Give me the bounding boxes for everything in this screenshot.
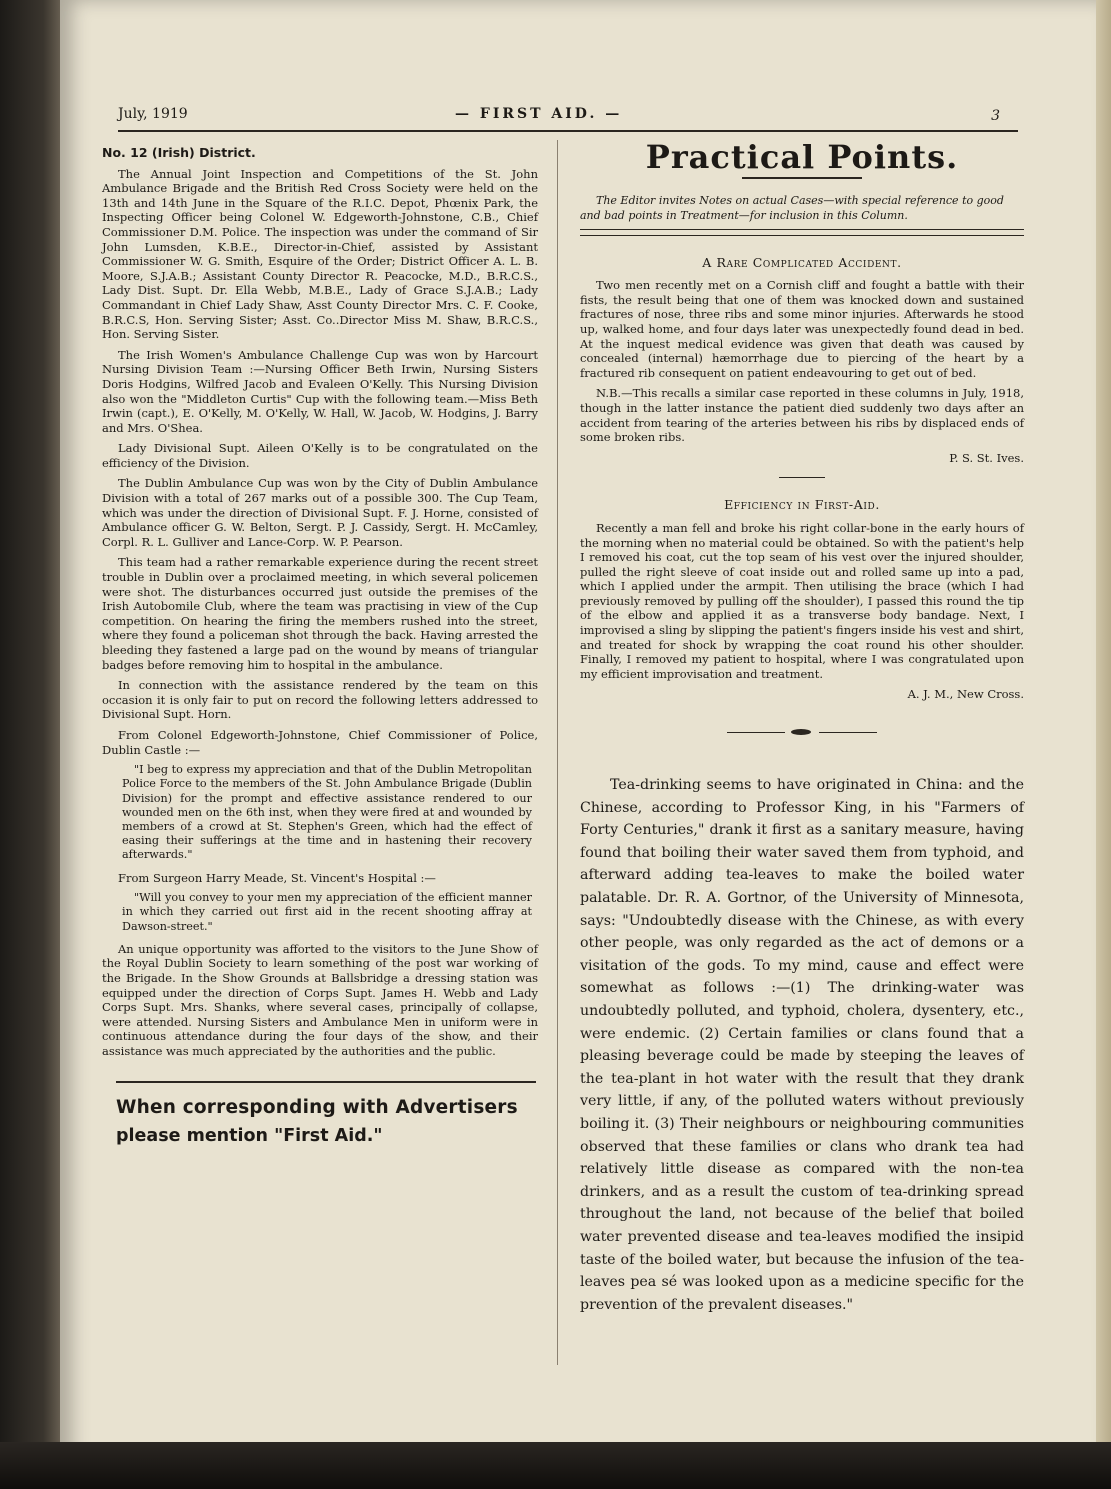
scan-bottom-border — [0, 1442, 1111, 1489]
double-rule — [580, 229, 1024, 236]
left-column — [102, 145, 538, 1147]
paragraph: This team had a rather remarkable experience during the recent street trouble in Dublin over a proclaimed meeting, in which several policemen were shot. The disturbances occurred just outside the premises of the Irish Autobomile Club, where the team was practising in view of the Cup competition. On hearing the firing the members rushed into the street, where they found a policeman shot through the back. Having arrested the bleeding they fastened a large pad on the wound by means of triangular badges before removing him to hospital in the ambulance. — [102, 555, 538, 672]
district-heading: No. 12 (Irish) District. — [102, 145, 256, 160]
practical-points-title: Practical Points. — [645, 138, 959, 176]
letter-quote — [102, 891, 538, 934]
right-column — [580, 138, 1024, 1316]
advertiser-notice-line2: please mention "First Aid." — [116, 1126, 383, 1147]
advert-rule — [116, 1081, 536, 1083]
paragraph: In connection with the assistance rendered by the team on this occasion it is only fair to put on record the following letters addressed to Divisional Supt. Horn. — [102, 678, 538, 722]
subheading-rare-accident: A Rare Complicated Accident. — [702, 254, 902, 270]
subheading-efficiency: Efficiency in First-Aid. — [724, 497, 880, 513]
title-rule — [742, 177, 862, 179]
paragraph: The Irish Women's Ambulance Challenge Cup was won by Harcourt Nursing Division Team :—Nursing Officer Beth Irwin, Nursing Sisters Doris Hodgins, Wilfred Jacob and Evaleen O'Kelly. This Nursing Division also won the "Middleton Curtis" Cup with the following team.—Miss Beth Irwin (capt.), E. O'Kelly, M. O'Kelly, W. Hall, W. Jacob, W. Hodgins, J. Barry and Mrs. O'Shea. — [102, 347, 538, 435]
column-divider — [557, 140, 558, 1365]
tea-article — [580, 774, 1024, 1316]
paragraph: N.B.—This recalls a similar case reported in these columns in July, 1918, though in the latter instance the patient died suddenly two days after an accident from tearing of the arteries between his ribs by displaced ends of some broken ribs. — [580, 386, 1024, 445]
letter-quote — [102, 763, 538, 862]
quote-text: "I beg to express my appreciation and that of the Dublin Metropolitan Police Force to the members of the St. John Ambulance Brigade (Dublin Division) for the prompt and effective assistance rendered to our wounded men on the 6th inst, when they were fired at and wounded by members of a crowd at St. Stephen's Green, which had the effect of easing their sufferings at the time and in hastening their recovery afterwards." — [122, 763, 532, 862]
paragraph: From Colonel Edgeworth-Johnstone, Chief Commissioner of Police, Dublin Castle :— — [102, 727, 538, 757]
ornament-divider — [727, 728, 877, 738]
paragraph: Two men recently met on a Cornish cliff and fought a battle with their fists, the result being that one of them was knocked down and sustained fractures of nose, three ribs and some minor injuries. Afterwards he stood up, walked home, and four days later was unexpectedly found dead in bed. At the inquest medical evidence was given that death was caused by concealed (internal) hæmorrhage due to piercing of the heart by a fractured rib consequent on patient endeavouring to get out of bed. — [580, 278, 1024, 380]
paragraph: An unique opportunity was afforted to the visitors to the June Show of the Royal Dublin Society to learn something of the post war working of the Brigade. In the Show Grounds at Ballsbridge a dressing station was equipped under the direction of Corps Supt. James H. Webb and Lady Corps Supt. Mrs. Shanks, where several cases, principally of collapse, were attended. Nursing Sisters and Ambulance Men in uniform were in continuous attendance during the four days of the show, and their assistance was much appreciated by the authorities and the public. — [102, 941, 538, 1058]
paragraph: Tea-drinking seems to have originated in China: and the Chinese, according to Professor King, in his "Farmers of Forty Centuries," drank it first as a sanitary measure, having found that boiling their water saved them from typhoid, and afterward adding tea-leaves to make the boiled water palatable. Dr. R. A. Gortnor, of the University of Minnesota, says: "Undoubtedly disease with the Chinese, as with every other people, was only regarded as the act of demons or a visitation of the gods. To my mind, cause and effect were somewhat as follows :—(1) The drinking-water was undoubtedly polluted, and typhoid, cholera, dysentery, etc., were endemic. (2) Certain families or clans found that a pleasing beverage could be made by steeping the leaves of the tea-plant in hot water with the result that they drank very little, if any, of the polluted waters without previously boiling it. (3) Their neighbours or neighbouring communities observed that these families or clans who drank tea had relatively little disease as compared with the non-tea drinkers, and as a result the custom of tea-drinking spread throughout the land, not because of the belief that boiled water prevented disease and tea-leaves modified the insipid taste of the boiled water, but because the infusion of the tea-leaves pea sé was looked upon as a medicine specific for the prevention of the prevalent diseases." — [580, 777, 1024, 1313]
paragraph: The Annual Joint Inspection and Competitions of the St. John Ambulance Brigade and the British Red Cross Society were held on the 13th and 14th June in the Square of the R.I.C. Depot, Phœnix Park, the Inspecting Officer being Colonel W. Edgeworth-Johnstone, C.B., Chief Commissioner D.M. Police. The inspection was under the command of Sir John Lumsden, K.B.E., Director-in-Chief, assisted by Assistant Commissioner W. G. Smith, Esquire of the Order; District Officer A. L. B. Moore, S.J.A.B.; Assistant County Director R. Peacocke, M.D., B.R.C.S., Lady Dist. Supt. Dr. Ella Webb, M.B.E., Lady of Grace S.J.A.B.; Lady Commandant in Chief Lady Shaw, Asst County Director Mrs. C. F. Cooke, B.R.C.S, Hon. Serving Sister; Asst. Co..Director Miss M. Shaw, B.R.C.S., Hon. Serving Sister. — [102, 166, 538, 342]
paragraph: Recently a man fell and broke his right collar-bone in the early hours of the morning when no material could be obtained. So with the patient's help I removed his coat, cut the top seam of his vest over the injured shoulder, pulled the right sleeve of coat inside out and rolled same up into a pad, which I applied under the armpit. Then utilising the brace (which I had previously removed by pulling off the shoulder), I passed this round the tip of the elbow and applied it as a transverse body bandage. Next, I improvised a sling by slipping the patient's fingers inside his vest and shirt, and treated for shock by wrapping the coat round his other shoulder. Finally, I removed my patient to hospital, where I was congratulated upon my efficient improvisation and treatment. — [580, 520, 1024, 681]
section-rule — [779, 477, 825, 478]
paragraph: Lady Divisional Supt. Aileen O'Kelly is to be congratulated on the efficiency of the Division. — [102, 441, 538, 470]
running-header — [118, 106, 1018, 130]
quote-text: "Will you convey to your men my appreciation of the efficient manner in which they carried out first aid in the recent shooting affray at Dawson-street." — [122, 891, 532, 933]
advertiser-notice-line1: When corresponding with Advertisers — [116, 1096, 518, 1118]
editor-note: The Editor invites Notes on actual Cases—with special reference to good and bad points in Treatment—for inclusion in this Column. — [580, 193, 1004, 222]
page-number: 3 — [991, 108, 1000, 124]
paragraph: From Surgeon Harry Meade, St. Vincent's Hospital :— — [118, 870, 436, 885]
header-rule — [118, 130, 1018, 132]
signature: A. J. M., New Cross. — [907, 687, 1024, 702]
scan-page-edge — [1096, 0, 1111, 1489]
paragraph: The Dublin Ambulance Cup was won by the City of Dublin Ambulance Division with a total of 267 marks out of a possible 300. The Cup Team, which was under the direction of Divisional Supt. F. J. Horne, consisted of Ambulance officer G. W. Belton, Sergt. P. J. Cassidy, Sergt. H. McCamley, Corpl. R. L. Gulliver and Lance-Corp. W. P. Pearson. — [102, 476, 538, 549]
scan-binding-shadow — [0, 0, 62, 1489]
issue-date: July, 1919 — [118, 106, 188, 122]
signature: P. S. St. Ives. — [949, 450, 1024, 465]
publication-title: — FIRST AID. — — [455, 106, 623, 122]
